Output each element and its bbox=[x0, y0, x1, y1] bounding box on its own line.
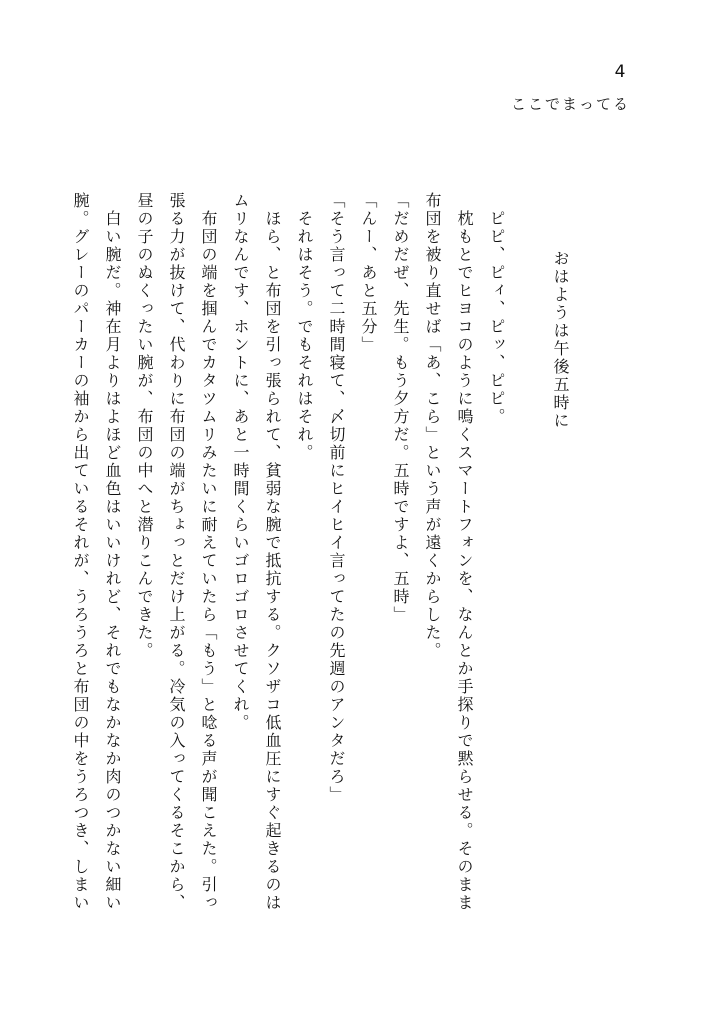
text-line: 枕もとでヒヨコのように鳴くスマートフォンを、なんとか手探りで黙らせる。そのまま bbox=[455, 210, 474, 912]
section-subtitle: おはようは午後五時に bbox=[551, 250, 570, 430]
page-number: 4 bbox=[614, 62, 626, 82]
text-line: 「んー、あと五分」 bbox=[359, 192, 378, 354]
text-line: それはそう。でもそれはそれ。 bbox=[295, 210, 314, 462]
text-line: 白い腕だ。神在月よりはよほど血色はいいけれど、それでもなかなか肉のつかない細い bbox=[103, 210, 122, 912]
text-line: 布団を被り直せば「あ、こら」という声が遠くからした。 bbox=[423, 192, 442, 660]
vertical-text-body bbox=[64, 192, 608, 972]
text-line: ほら、と布団を引っ張られて、貧弱な腕で抵抗する。クソザコ低血圧にすぐ起きるのは bbox=[263, 210, 282, 912]
text-line: ピピ、ピィ、ピッ、ピピ。 bbox=[487, 210, 506, 426]
text-line: ムリなんです、ホントに、あと一時間くらいゴロゴロさせてくれ。 bbox=[231, 192, 250, 732]
chapter-title: ここでまってる bbox=[510, 95, 630, 113]
text-line: 「だめだぜ、先生。もう夕方だ。五時ですよ、五時」 bbox=[391, 192, 410, 624]
text-line: 張る力が抜けて、代わりに布団の端がちょっとだけ上がる。冷気の入ってくるそこから、 bbox=[167, 192, 186, 912]
text-line: 腕。グレーのパーカーの袖から出ているそれが、うろうろと布団の中をうろつき、しまい bbox=[71, 192, 90, 912]
text-line: 「そう言って二時間寝て、〆切前にヒイヒイ言ってたの先週のアンタだろ」 bbox=[327, 192, 346, 804]
text-line: 布団の端を掴んでカタツムリみたいに耐えていたら「もう」と唸る声が聞こえた。引っ bbox=[199, 210, 218, 912]
text-line: 昼の子のぬくったい腕が、布団の中へと潜りこんできた。 bbox=[135, 192, 154, 660]
